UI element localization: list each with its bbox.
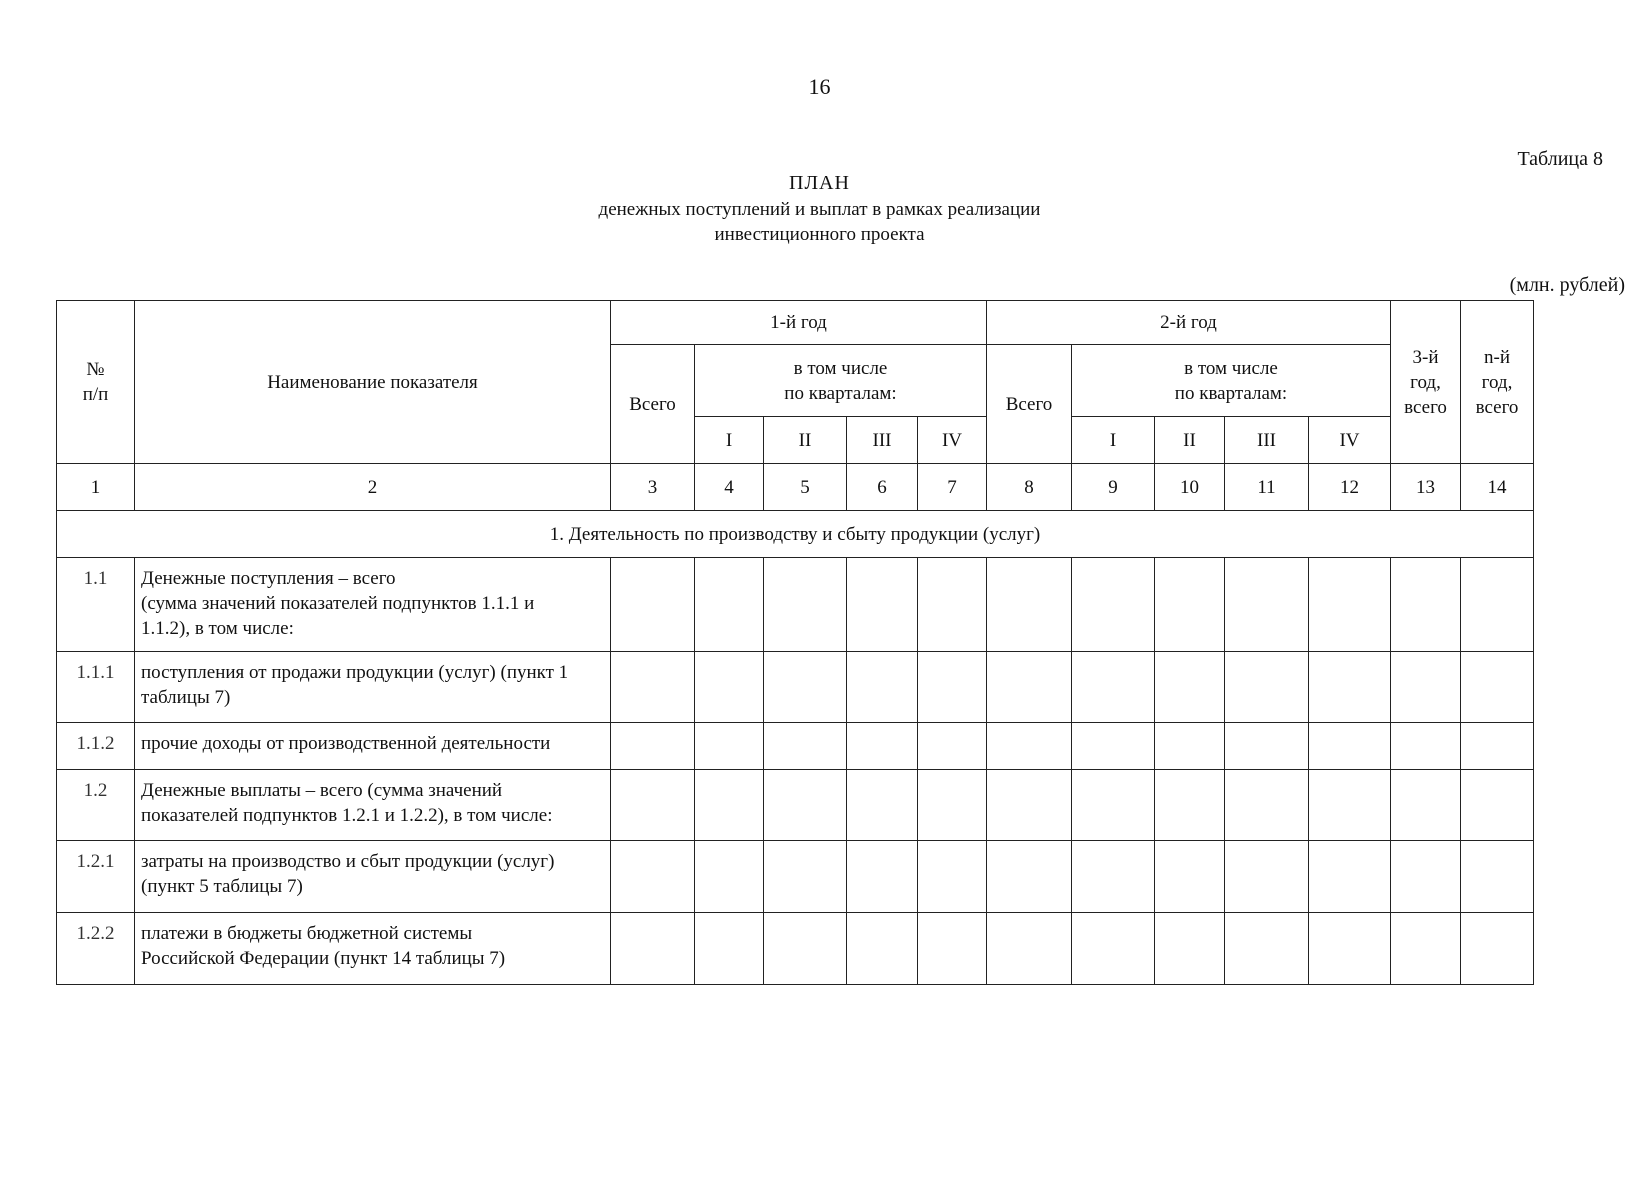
data-cell bbox=[1155, 841, 1225, 913]
cash-flow-plan-table bbox=[56, 300, 1534, 985]
data-cell bbox=[1072, 652, 1155, 723]
header-year-3-total bbox=[1391, 301, 1461, 464]
data-cell bbox=[1155, 558, 1225, 652]
data-cell bbox=[1309, 723, 1391, 770]
units-label: (млн. рублей) bbox=[1509, 274, 1625, 296]
row-name-line: Денежные поступления – всего bbox=[141, 568, 396, 589]
header-year-3-line-1: 3-й bbox=[1412, 346, 1439, 368]
data-cell bbox=[1461, 558, 1534, 652]
data-cell bbox=[1225, 558, 1309, 652]
data-cell bbox=[918, 723, 987, 770]
header-num-label: п/п bbox=[82, 384, 109, 405]
header-incl-line-2: по кварталам: bbox=[784, 382, 897, 404]
data-cell bbox=[918, 770, 987, 841]
table-row bbox=[57, 723, 1534, 770]
row-name-line: Денежные выплаты – всего (сумма значений bbox=[141, 780, 503, 801]
data-cell bbox=[918, 841, 987, 913]
data-cell bbox=[1225, 770, 1309, 841]
data-cell bbox=[611, 770, 695, 841]
header-incl-line-2: по кварталам: bbox=[1174, 382, 1288, 404]
data-cell bbox=[847, 841, 918, 913]
data-cell bbox=[1309, 652, 1391, 723]
data-cell bbox=[1461, 913, 1534, 985]
data-cell bbox=[1225, 723, 1309, 770]
row-name-line: поступления от продажи продукции (услуг) (пункт 1 bbox=[141, 662, 569, 683]
data-cell bbox=[1309, 841, 1391, 913]
section-title: 1. Деятельность по производству и сбыту продукции (услуг) bbox=[57, 511, 1534, 558]
table-row bbox=[57, 770, 1534, 841]
data-cell bbox=[611, 652, 695, 723]
data-cell bbox=[611, 913, 695, 985]
row-name-line: (пункт 5 таблицы 7) bbox=[141, 876, 303, 897]
row-indicator-name bbox=[135, 558, 611, 652]
data-cell bbox=[1225, 841, 1309, 913]
data-cell bbox=[764, 558, 847, 652]
data-cell bbox=[1072, 770, 1155, 841]
data-cell bbox=[1072, 723, 1155, 770]
data-cell bbox=[1391, 558, 1461, 652]
row-number: 1.2.1 bbox=[57, 841, 135, 913]
row-number: 1.1.2 bbox=[57, 723, 135, 770]
data-cell bbox=[611, 558, 695, 652]
header-incl-line-1: в том числе bbox=[1184, 357, 1278, 379]
row-number: 1.2 bbox=[57, 770, 135, 841]
row-name-line: платежи в бюджеты бюджетной системы bbox=[141, 923, 473, 944]
row-indicator-name bbox=[135, 652, 611, 723]
column-number: 5 bbox=[764, 464, 847, 511]
header-year-3-line-2: год, bbox=[1410, 371, 1441, 393]
column-number: 13 bbox=[1391, 464, 1461, 511]
header-y2-q2: II bbox=[1155, 417, 1225, 464]
data-cell bbox=[1155, 652, 1225, 723]
data-cell bbox=[1072, 841, 1155, 913]
header-year-1: 1-й год bbox=[611, 301, 987, 345]
data-cell bbox=[1461, 723, 1534, 770]
column-number: 1 bbox=[57, 464, 135, 511]
data-cell bbox=[918, 652, 987, 723]
header-row-years bbox=[57, 301, 1534, 345]
data-cell bbox=[1309, 913, 1391, 985]
header-year-2-total: Всего bbox=[987, 345, 1072, 464]
data-cell bbox=[1072, 913, 1155, 985]
header-year-n-line-3: всего bbox=[1475, 396, 1519, 418]
header-y2-q4: IV bbox=[1309, 417, 1391, 464]
column-number: 8 bbox=[987, 464, 1072, 511]
data-cell bbox=[1391, 841, 1461, 913]
data-cell bbox=[847, 913, 918, 985]
data-cell bbox=[1461, 841, 1534, 913]
table-row bbox=[57, 913, 1534, 985]
document-subtitle-line-2: инвестиционного проекта bbox=[714, 224, 925, 245]
data-cell bbox=[987, 770, 1072, 841]
table-row bbox=[57, 652, 1534, 723]
data-cell bbox=[987, 723, 1072, 770]
data-cell bbox=[695, 841, 764, 913]
header-year-2: 2-й год bbox=[987, 301, 1391, 345]
row-name-line: затраты на производство и сбыт продукции (услуг) bbox=[141, 851, 555, 872]
header-y1-q1: I bbox=[695, 417, 764, 464]
data-cell bbox=[764, 652, 847, 723]
data-cell bbox=[695, 723, 764, 770]
data-cell bbox=[611, 723, 695, 770]
header-year-n-line-2: год, bbox=[1481, 371, 1513, 393]
table-row bbox=[57, 558, 1534, 652]
column-number: 10 bbox=[1155, 464, 1225, 511]
column-number: 3 bbox=[611, 464, 695, 511]
header-year-1-total: Всего bbox=[611, 345, 695, 464]
data-cell bbox=[1309, 770, 1391, 841]
data-cell bbox=[847, 770, 918, 841]
data-cell bbox=[1391, 913, 1461, 985]
header-y2-q1: I bbox=[1072, 417, 1155, 464]
data-cell bbox=[1155, 913, 1225, 985]
header-incl-line-1: в том числе bbox=[793, 357, 888, 379]
data-cell bbox=[1391, 723, 1461, 770]
data-cell bbox=[695, 652, 764, 723]
row-indicator-name bbox=[135, 841, 611, 913]
data-cell bbox=[764, 770, 847, 841]
data-cell bbox=[764, 723, 847, 770]
header-year-2-quarters bbox=[1072, 345, 1391, 417]
header-y2-q3: III bbox=[1225, 417, 1309, 464]
row-name-line: таблицы 7) bbox=[141, 687, 231, 708]
data-cell bbox=[1391, 652, 1461, 723]
header-num-symbol: № bbox=[86, 359, 105, 380]
data-cell bbox=[987, 558, 1072, 652]
data-cell bbox=[1391, 770, 1461, 841]
column-number: 4 bbox=[695, 464, 764, 511]
data-cell bbox=[695, 770, 764, 841]
data-cell bbox=[764, 913, 847, 985]
row-indicator-name bbox=[135, 913, 611, 985]
row-number: 1.2.2 bbox=[57, 913, 135, 985]
row-indicator-name bbox=[135, 723, 611, 770]
data-cell bbox=[1225, 913, 1309, 985]
data-cell bbox=[1225, 652, 1309, 723]
section-header-row bbox=[57, 511, 1534, 558]
data-cell bbox=[611, 841, 695, 913]
header-y1-q4: IV bbox=[918, 417, 987, 464]
data-cell bbox=[847, 723, 918, 770]
column-number: 2 bbox=[135, 464, 611, 511]
data-cell bbox=[1155, 770, 1225, 841]
data-cell bbox=[764, 841, 847, 913]
column-number: 6 bbox=[847, 464, 918, 511]
column-number: 11 bbox=[1225, 464, 1309, 511]
row-name-line: прочие доходы от производственной деятельности bbox=[141, 733, 551, 754]
header-y1-q3: III bbox=[847, 417, 918, 464]
column-number: 14 bbox=[1461, 464, 1534, 511]
row-number: 1.1.1 bbox=[57, 652, 135, 723]
header-year-n-total bbox=[1461, 301, 1534, 464]
document-subtitle-line-1: денежных поступлений и выплат в рамках реализации bbox=[598, 199, 1041, 220]
header-year-1-quarters bbox=[695, 345, 987, 417]
data-cell bbox=[987, 652, 1072, 723]
data-cell bbox=[695, 913, 764, 985]
column-number: 9 bbox=[1072, 464, 1155, 511]
row-number: 1.1 bbox=[57, 558, 135, 652]
row-name-line: Российской Федерации (пункт 14 таблицы 7) bbox=[141, 948, 506, 969]
header-num-cell bbox=[57, 301, 135, 464]
data-cell bbox=[695, 558, 764, 652]
page-number: 16 bbox=[808, 74, 831, 99]
header-y1-q2: II bbox=[764, 417, 847, 464]
data-cell bbox=[1155, 723, 1225, 770]
row-name-line: 1.1.2), в том числе: bbox=[141, 618, 294, 639]
data-cell bbox=[1072, 558, 1155, 652]
data-cell bbox=[987, 841, 1072, 913]
data-cell bbox=[1309, 558, 1391, 652]
data-cell bbox=[1461, 770, 1534, 841]
row-name-line: показателей подпунктов 1.2.1 и 1.2.2), в том числе: bbox=[141, 805, 553, 826]
data-cell bbox=[918, 558, 987, 652]
column-numbers-row bbox=[57, 464, 1534, 511]
data-cell bbox=[847, 558, 918, 652]
row-indicator-name bbox=[135, 770, 611, 841]
header-year-n-line-1: n-й bbox=[1484, 346, 1510, 368]
header-indicator-name: Наименование показателя bbox=[135, 301, 611, 464]
data-cell bbox=[1461, 652, 1534, 723]
column-number: 12 bbox=[1309, 464, 1391, 511]
row-name-line: (сумма значений показателей подпунктов 1.1.1 и bbox=[141, 593, 535, 614]
data-cell bbox=[918, 913, 987, 985]
data-cell bbox=[987, 913, 1072, 985]
column-number: 7 bbox=[918, 464, 987, 511]
header-year-3-line-3: всего bbox=[1404, 396, 1447, 418]
table-label: Таблица 8 bbox=[1517, 148, 1603, 170]
document-title: ПЛАН bbox=[789, 172, 850, 194]
data-cell bbox=[847, 652, 918, 723]
table-row bbox=[57, 841, 1534, 913]
